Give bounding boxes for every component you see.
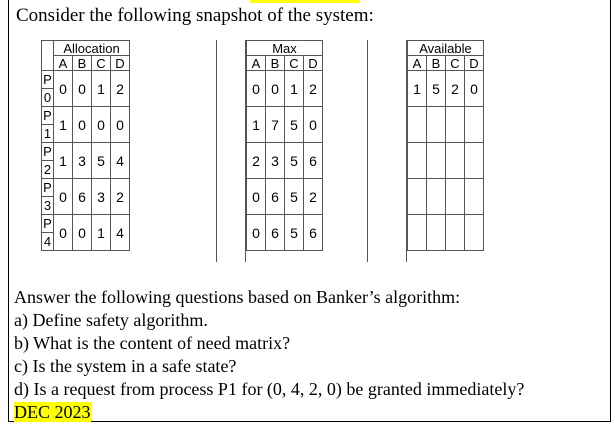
max-cell: 6 (304, 215, 323, 251)
max-cell: 0 (304, 107, 323, 143)
proc-index: 2 (42, 161, 54, 179)
max-title: Max (247, 41, 323, 56)
max-cell: 2 (304, 71, 323, 107)
max-cell: 5 (285, 143, 304, 179)
avail-cell: 0 (465, 71, 484, 107)
alloc-cell: 5 (92, 143, 111, 179)
proc-label: P (43, 143, 52, 159)
alloc-cell: 0 (54, 179, 73, 215)
allocation-table (41, 40, 130, 251)
alloc-col-a: A (54, 56, 73, 71)
avail-empty-cell (408, 215, 427, 251)
table-gap-2 (367, 40, 407, 262)
alloc-cell: 3 (92, 179, 111, 215)
max-cell: 7 (266, 107, 285, 143)
max-cell: 5 (285, 107, 304, 143)
highlight-strip (250, 0, 360, 3)
alloc-col-c: C (92, 56, 111, 71)
alloc-cell: 0 (73, 71, 92, 107)
avail-empty-cell (408, 107, 427, 143)
allocation-title: Allocation (54, 41, 130, 56)
avail-empty-cell (446, 107, 465, 143)
avail-col-b: B (427, 56, 446, 71)
alloc-cell: 1 (54, 143, 73, 179)
avail-empty-cell (427, 107, 446, 143)
avail-cell: 2 (446, 71, 465, 107)
max-cell: 1 (285, 71, 304, 107)
avail-empty-cell (427, 143, 446, 179)
table-gap-1 (216, 40, 246, 262)
max-cell: 0 (247, 179, 266, 215)
alloc-cell: 6 (73, 179, 92, 215)
proc-header-blank (42, 41, 54, 71)
intro-text: Consider the following snapshot of the system: (16, 5, 374, 26)
alloc-cell: 0 (54, 71, 73, 107)
proc-label: P (43, 107, 52, 123)
max-cell: 6 (304, 143, 323, 179)
proc-label: P (43, 215, 52, 231)
alloc-col-d: D (111, 56, 130, 71)
avail-col-d: D (465, 56, 484, 71)
max-col-c: C (285, 56, 304, 71)
avail-col-a: A (408, 56, 427, 71)
avail-empty-cell (427, 179, 446, 215)
max-cell: 0 (247, 71, 266, 107)
avail-empty-cell (465, 107, 484, 143)
max-cell: 0 (247, 215, 266, 251)
alloc-cell: 0 (73, 107, 92, 143)
alloc-cell: 0 (92, 107, 111, 143)
exam-date-tag: DEC 2023 (14, 402, 91, 422)
alloc-cell: 4 (111, 215, 130, 251)
question-block (14, 286, 524, 424)
max-cell: 5 (285, 215, 304, 251)
proc-label: P (43, 71, 52, 87)
max-cell: 6 (266, 179, 285, 215)
max-cell: 0 (266, 71, 285, 107)
alloc-cell: 1 (54, 107, 73, 143)
proc-index: 1 (42, 125, 54, 143)
proc-index: 3 (42, 197, 54, 215)
avail-empty-cell (408, 179, 427, 215)
max-col-d: D (304, 56, 323, 71)
alloc-cell: 1 (92, 71, 111, 107)
question-item: d) Is a request from process P1 for (0, 4, 2, 0) be granted immediately? (14, 379, 525, 399)
max-cell: 6 (266, 215, 285, 251)
max-col-a: A (247, 56, 266, 71)
avail-col-c: C (446, 56, 465, 71)
avail-empty-cell (465, 143, 484, 179)
max-cell: 2 (247, 143, 266, 179)
max-cell: 1 (247, 107, 266, 143)
available-table (407, 40, 484, 251)
avail-empty-cell (446, 179, 465, 215)
max-table (246, 40, 323, 251)
proc-index: 4 (42, 233, 54, 251)
max-cell: 3 (266, 143, 285, 179)
avail-empty-cell (408, 143, 427, 179)
alloc-cell: 0 (111, 107, 130, 143)
alloc-cell: 0 (54, 215, 73, 251)
proc-label: P (43, 179, 52, 195)
max-col-b: B (266, 56, 285, 71)
avail-empty-cell (465, 215, 484, 251)
avail-empty-cell (427, 215, 446, 251)
alloc-col-b: B (73, 56, 92, 71)
avail-cell: 5 (427, 71, 446, 107)
alloc-cell: 2 (111, 71, 130, 107)
avail-empty-cell (446, 143, 465, 179)
alloc-cell: 1 (92, 215, 111, 251)
max-cell: 5 (285, 179, 304, 215)
available-title: Available (408, 41, 484, 56)
alloc-cell: 0 (73, 215, 92, 251)
question-lead: Answer the following questions based on Banker’s algorithm: (14, 287, 461, 307)
proc-index: 0 (42, 89, 54, 107)
question-item: c) Is the system in a safe state? (14, 356, 237, 376)
avail-empty-cell (446, 215, 465, 251)
max-cell: 2 (304, 179, 323, 215)
alloc-cell: 4 (111, 143, 130, 179)
question-item: a) Define safety algorithm. (14, 310, 208, 330)
alloc-cell: 3 (73, 143, 92, 179)
alloc-cell: 2 (111, 179, 130, 215)
avail-empty-cell (465, 179, 484, 215)
avail-cell: 1 (408, 71, 427, 107)
question-item: b) What is the content of need matrix? (14, 333, 291, 353)
